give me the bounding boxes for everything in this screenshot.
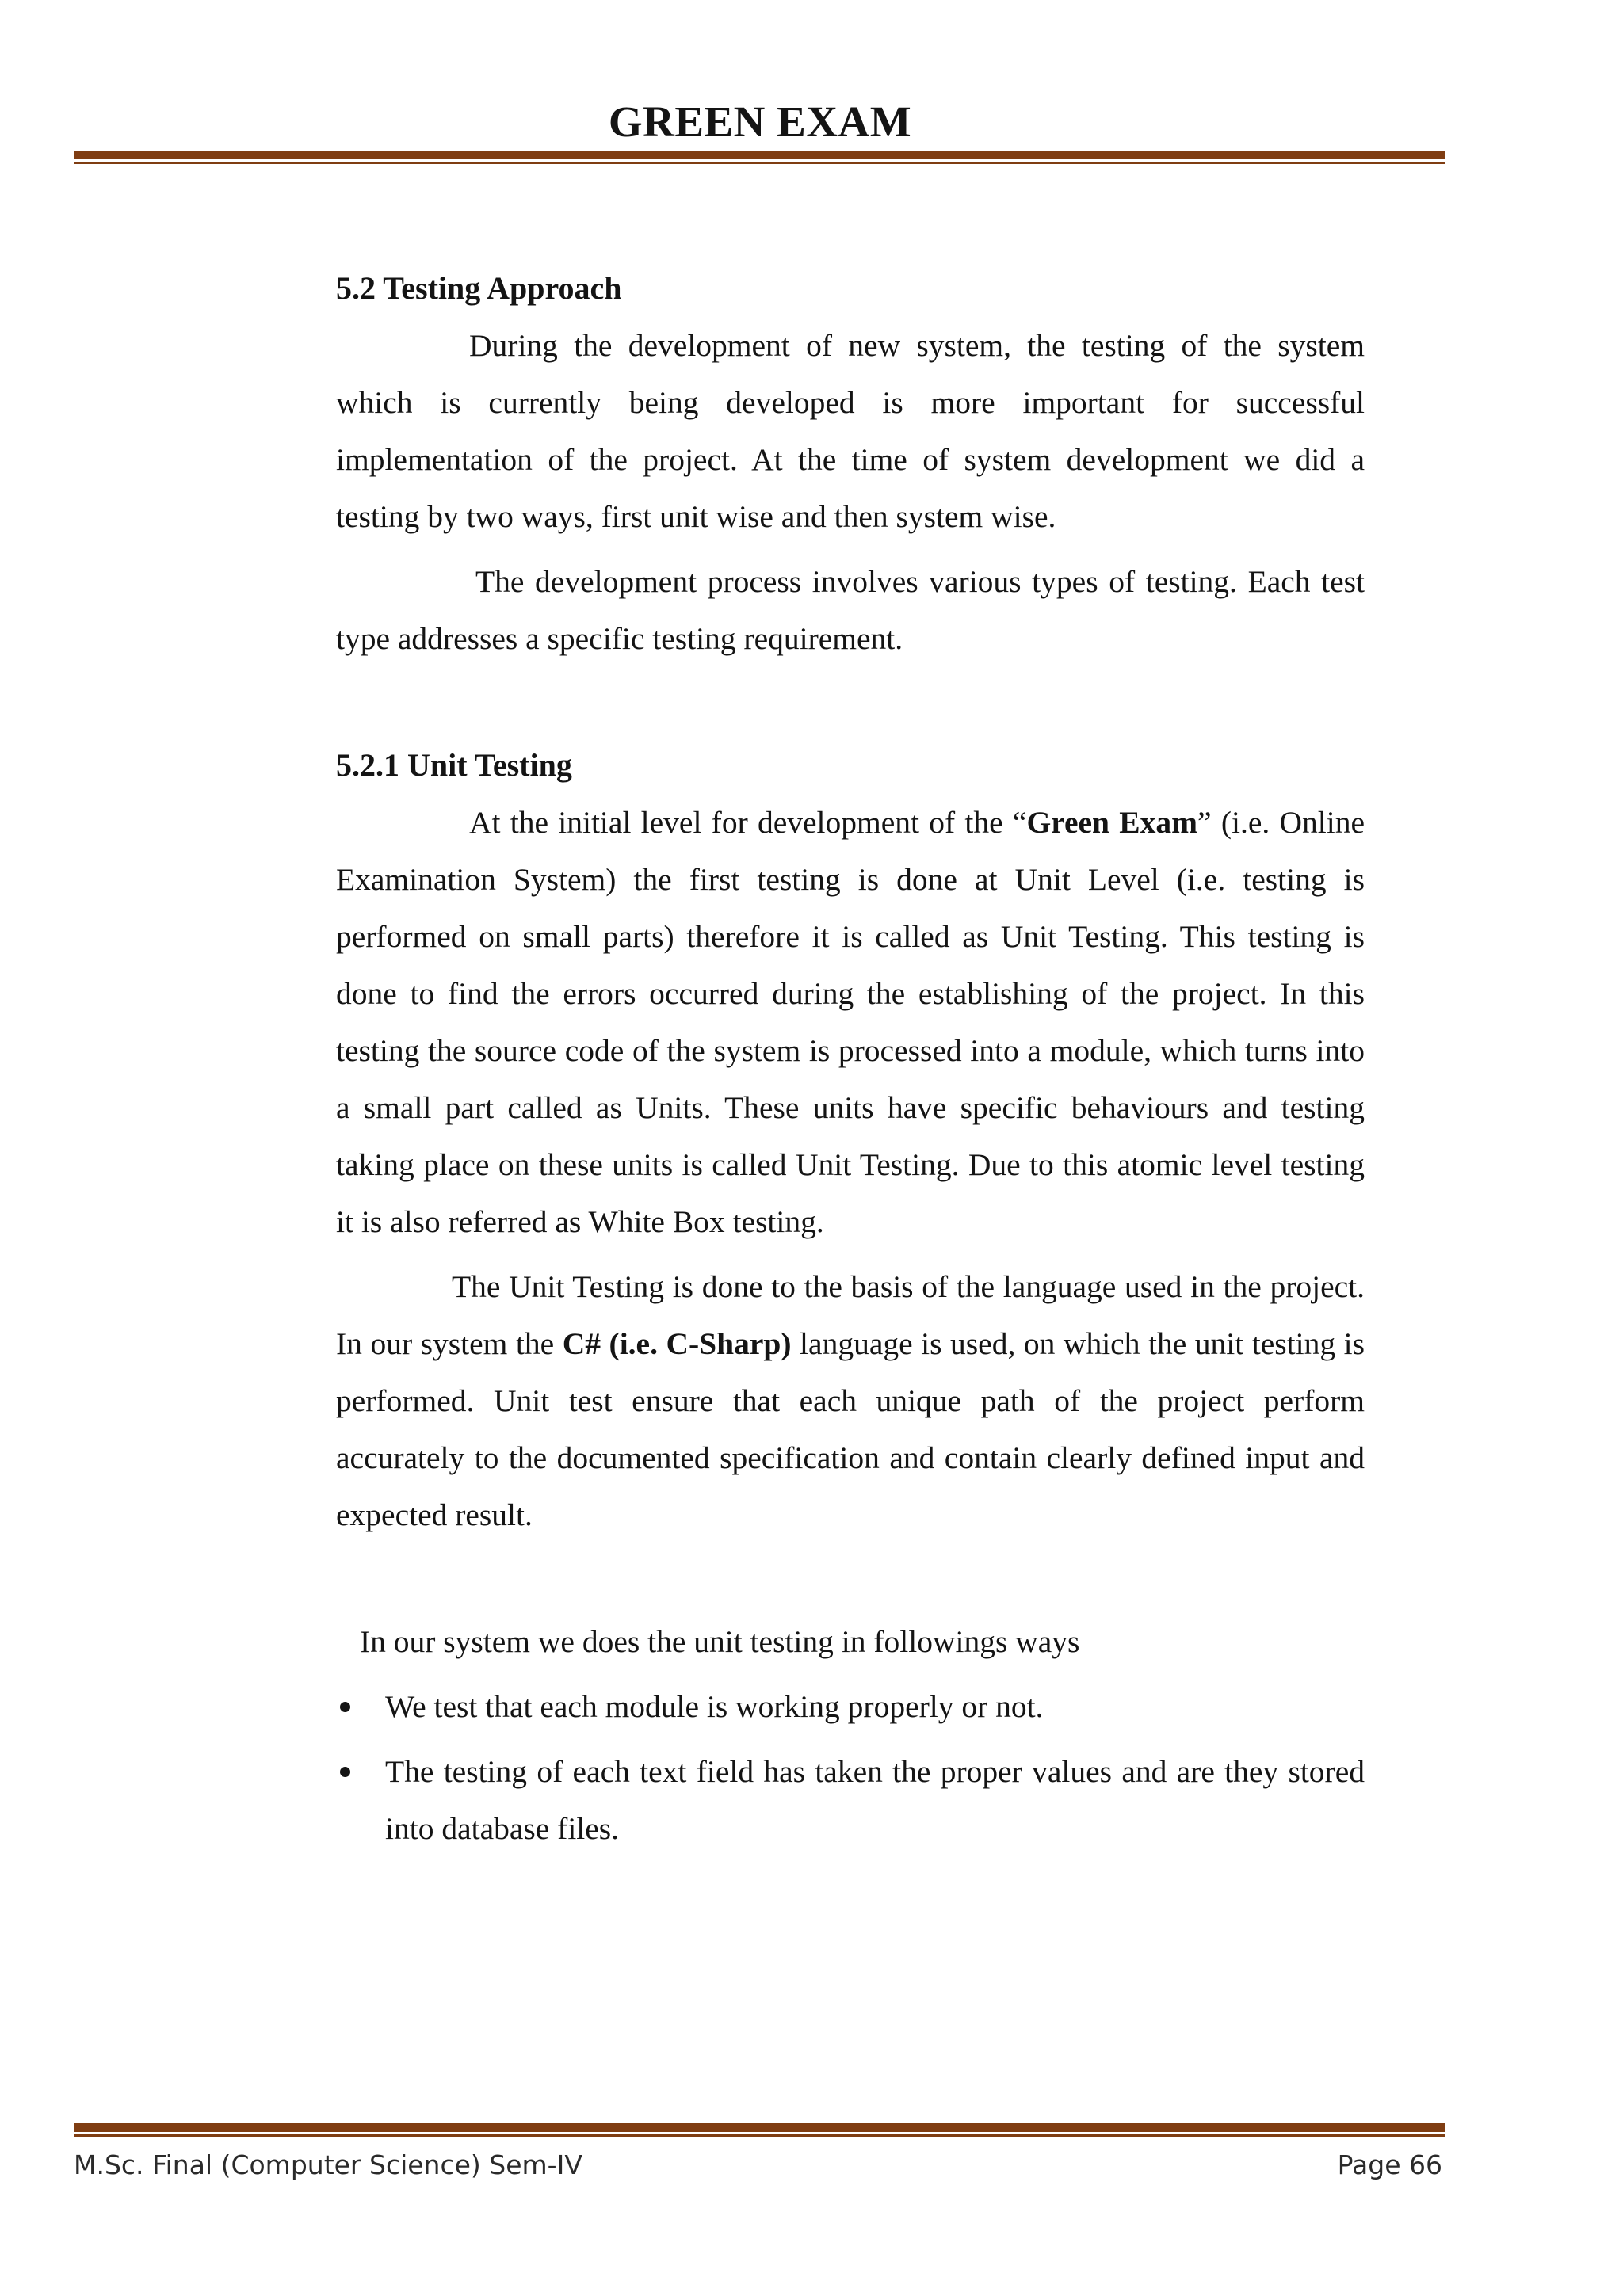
csharp-emphasis: C# (i.e. C-Sharp) (562, 1326, 792, 1361)
footer-course-label: M.Sc. Final (Computer Science) Sem-IV (74, 2149, 582, 2180)
subsection-heading: 5.2.1 Unit Testing (336, 747, 572, 783)
header-rule-thick (74, 151, 1445, 159)
header-rule-thin (74, 162, 1445, 164)
green-exam-emphasis: Green Exam (1026, 805, 1198, 840)
footer-rule-thin (74, 2134, 1445, 2137)
bullet-icon (340, 1767, 350, 1777)
footer-rule-thick (74, 2123, 1445, 2132)
unit-testing-paragraph-1 (336, 794, 1365, 1250)
list-item-text: The testing of each text field has taken the proper values and are they stored into database files. (385, 1754, 1365, 1846)
unit-testing-paragraph-1-start: At the initial level for development of the “ (469, 805, 1027, 840)
footer-page-number: Page 66 (1337, 2149, 1442, 2180)
section-heading: 5.2 Testing Approach (336, 270, 622, 306)
page-content (336, 260, 1365, 1865)
bullet-icon (340, 1702, 350, 1712)
list-item-text: We test that each module is working properly or not. (385, 1689, 1044, 1724)
list-intro: In our system we does the unit testing in followings ways (360, 1624, 1080, 1659)
list-item (336, 1678, 1365, 1735)
section-paragraph-1: During the development of new system, the testing of the system which is currently being developed is more important for successful implementation of the project. At the time of system development we did a testing by two ways, first unit wise and then system wise. (336, 328, 1365, 534)
section-paragraph-2: The development process involves various types of testing. Each test type addresses a specific testing requirement. (336, 564, 1365, 656)
unit-testing-paragraph-2 (336, 1258, 1365, 1543)
list-item (336, 1743, 1365, 1857)
page-header-title: GREEN EXAM (608, 97, 912, 146)
unit-testing-paragraph-2-start: The Unit Testing is done to the basis of the language used in the project. In our system the (336, 1269, 1365, 1361)
unit-testing-paragraph-1-end: ” (i.e. Online Examination System) the first testing is done at Unit Level (i.e. testing is performed on small parts) therefore it is called as Unit Testing. This testing is done to find the errors occurred during the establishing of the project. In this testing the source code of the system is processed into a module, which turns into a small part called as Units. These units have specific behaviours and testing taking place on these units is called Unit Testing. Due to this atomic level testing it is also referred as White Box testing. (336, 805, 1365, 1239)
unit-testing-list (336, 1678, 1365, 1857)
unit-testing-paragraph-2-end: language is used, on which the unit testing is performed. Unit test ensure that each unique path of the project perform accurately to the documented specification and contain clearly defined input and expected result. (336, 1326, 1365, 1532)
